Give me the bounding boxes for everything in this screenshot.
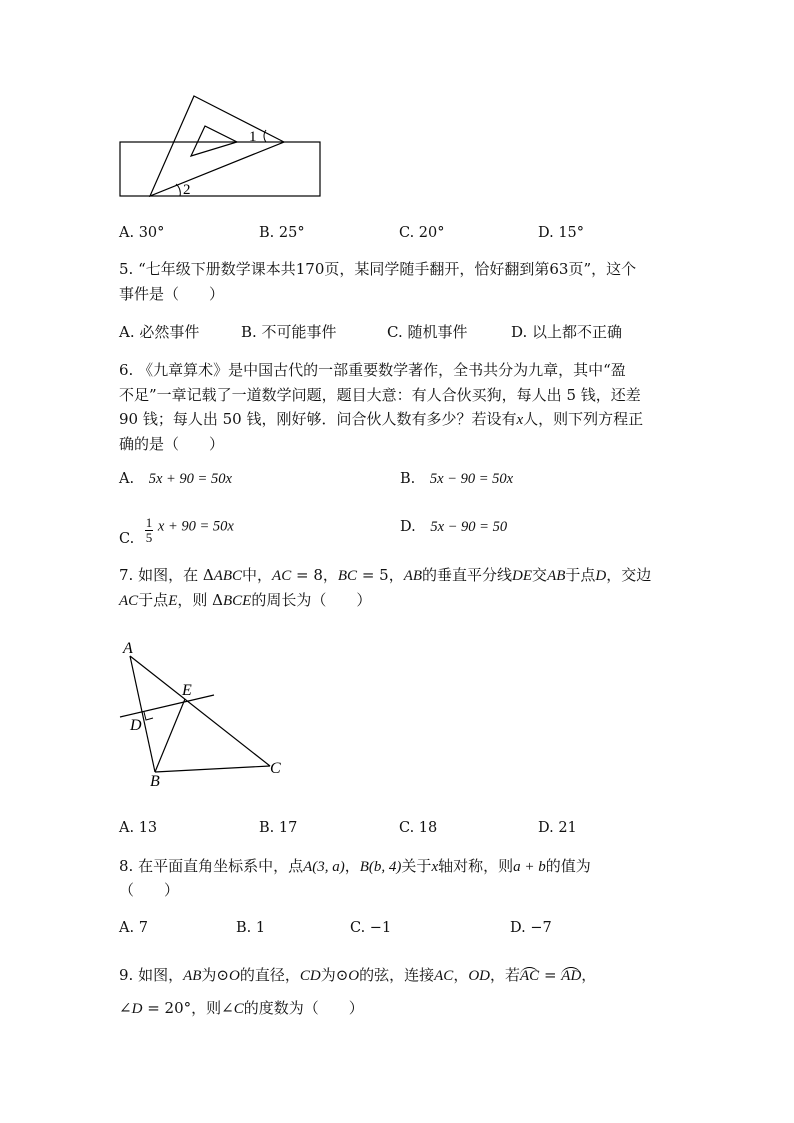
- q7-option-c[interactable]: C. 18: [399, 820, 438, 836]
- q7-figure: [112, 636, 292, 786]
- q7-stem-line2: AC于点E，则 ΔBCE的周长为（ ）: [119, 591, 372, 609]
- q7-stem-line1: 7. 如图，在 ΔABC中，AC = 8，BC = 5，AB的垂直平分线DE交AB于点D，交边: [119, 566, 652, 584]
- q5-option-c[interactable]: C. 随机事件: [387, 323, 468, 341]
- q6-stem-line2: 不足”一章记载了一道数学问题，题目大意：有人合伙买狗，每人出 5 钱，还差: [119, 386, 641, 404]
- set-square-inner: [191, 126, 237, 156]
- q8-option-a[interactable]: A. 7: [119, 920, 148, 936]
- q9-stem-line2: ∠D = 20°，则∠C的度数为（ ）: [119, 999, 364, 1017]
- q7-option-b[interactable]: B. 17: [259, 820, 298, 836]
- q4-option-d[interactable]: D. 15°: [538, 225, 585, 241]
- q9-arc-ac: AC: [520, 968, 540, 984]
- q6-stem-line4: 确的是（ ）: [119, 435, 225, 453]
- q7-option-a[interactable]: A. 13: [119, 820, 158, 836]
- q5-option-d[interactable]: D. 以上都不正确: [511, 323, 623, 341]
- q6-option-b[interactable]: B. 5x − 90 = 50x: [400, 471, 514, 487]
- q4-option-a[interactable]: A. 30°: [119, 225, 165, 241]
- ruler-rect: [120, 142, 320, 196]
- point-d-label: D: [130, 717, 142, 734]
- q8-point-b: B(b, 4): [359, 859, 402, 875]
- point-b-label: B: [150, 773, 160, 786]
- q6-option-c-equation: x + 90 = 50x: [157, 518, 234, 535]
- q8-point-a: A(3, a): [303, 859, 345, 875]
- q4-option-c[interactable]: C. 20°: [399, 225, 445, 241]
- q7-option-d[interactable]: D. 21: [538, 820, 577, 836]
- q6-option-a[interactable]: A. 5x + 90 = 50x: [119, 471, 232, 487]
- set-square-outer: [150, 96, 284, 196]
- q6-option-d[interactable]: D. 5x − 90 = 50: [400, 519, 508, 535]
- q5-option-b[interactable]: B. 不可能事件: [241, 323, 337, 341]
- q4-figure: [110, 90, 340, 202]
- q6-fraction: $\frac{1}{5}$: [145, 515, 153, 545]
- perpendicular-bisector-de: [120, 695, 214, 717]
- q5-stem-line1: 5. “七年级下册数学课本共170页，某同学随手翻开，恰好翻到第63页”，这个: [119, 260, 637, 278]
- q5-option-a[interactable]: A. 必然事件: [119, 323, 200, 341]
- q6-option-a-equation: 5x + 90 = 50x: [148, 471, 232, 487]
- q4-option-b[interactable]: B. 25°: [259, 225, 305, 241]
- q6-stem-line1: 6. 《九章算术》是中国古代的一部重要数学著作，全书共分为九章，其中“盈: [119, 361, 626, 379]
- q6-var-x: x: [516, 412, 524, 428]
- q6-option-c[interactable]: C. $\frac{1}{5}$ x + 90 = 50x: [119, 515, 234, 547]
- q9-arc-ad: AD: [561, 968, 582, 984]
- q8-option-b[interactable]: B. 1: [236, 920, 266, 936]
- point-c-label: C: [270, 760, 281, 777]
- angle2-label: 2: [183, 182, 191, 198]
- angle1-label: 1: [249, 129, 257, 145]
- q8-stem-line1: 8. 在平面直角坐标系中，点A(3, a)，B(b, 4)关于x轴对称，则a + b的值为: [119, 857, 591, 875]
- q6-option-b-equation: 5x − 90 = 50x: [429, 471, 514, 487]
- point-a-label: A: [123, 640, 133, 657]
- segment-bc: [155, 766, 270, 772]
- q8-stem-line2: （ ）: [119, 881, 180, 899]
- segment-ac: [130, 656, 270, 766]
- q8-option-c[interactable]: C. −1: [350, 920, 392, 936]
- segment-be: [155, 699, 185, 772]
- q6-stem-line3: 90 钱；每人出 50 钱，刚好够．问合伙人数有多少？若设有x人，则下列方程正: [119, 410, 644, 428]
- q5-stem-line2: 事件是（ ）: [119, 285, 225, 303]
- point-e-label: E: [182, 682, 192, 699]
- q9-stem-line1: 9. 如图，AB为⊙O的直径，CD为⊙O的弦，连接AC，OD，若AC = AD，: [119, 966, 597, 984]
- q8-option-d[interactable]: D. −7: [510, 920, 552, 936]
- q6-option-d-equation: 5x − 90 = 50: [430, 519, 508, 535]
- right-angle-mark: [144, 712, 153, 720]
